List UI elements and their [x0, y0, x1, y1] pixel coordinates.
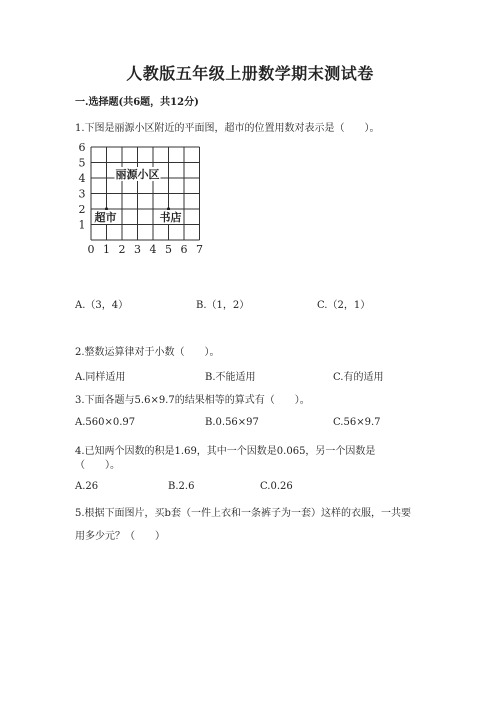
x-tick-label: 7 — [196, 243, 203, 256]
q4-option-a[interactable]: A.26 — [75, 481, 99, 492]
question-5-text-line2: 用多少元？（ ） — [75, 531, 165, 542]
q3-option-b[interactable]: B.0.56×97 — [205, 417, 259, 428]
y-tick-label: 2 — [78, 203, 86, 216]
y-tick-label: 1 — [78, 218, 86, 232]
x-tick-label: 1 — [103, 243, 110, 256]
q2-option-a[interactable]: A.同样适用 — [75, 372, 126, 383]
section-heading: 一.选择题(共6题，共12分) — [75, 97, 199, 108]
page-title: 人教版五年级上册数学期末测试卷 — [126, 64, 374, 83]
question-3-text: 3.下面各题与5.6×9.7的结果相等的算式有（ ）。 — [75, 395, 310, 406]
question-4-text-line2: （ ）。 — [75, 460, 120, 471]
question-4-text-line1: 4.已知两个因数的积是1.69，其中一个因数是0.065，另一个因数是 — [75, 446, 376, 457]
q1-option-a[interactable]: A.（3，4） — [75, 300, 129, 311]
x-tick-label: 0 — [87, 243, 95, 256]
y-tick-label: 3 — [78, 187, 86, 201]
y-tick-label: 5 — [78, 156, 86, 170]
point-label: 书店 — [159, 211, 182, 224]
q1-option-c[interactable]: C.（2，1） — [317, 300, 371, 311]
grid-lines — [91, 147, 200, 240]
question-5-text-line1: 5.根据下面图片，买b套（一件上衣和一条裤子为一套）这样的衣服，一共要 — [75, 508, 411, 519]
q1-option-b[interactable]: B.（1，2） — [196, 300, 250, 311]
q2-option-b[interactable]: B.不能适用 — [205, 372, 256, 383]
point-label: 丽源小区 — [115, 168, 160, 181]
x-tick-label: 2 — [118, 243, 126, 256]
y-tick-label: 6 — [78, 141, 86, 154]
q2-option-c[interactable]: C.有的适用 — [333, 372, 384, 383]
x-tick-label: 6 — [180, 243, 188, 256]
q4-option-b[interactable]: B.2.6 — [168, 481, 195, 492]
coordinate-grid — [60, 141, 220, 268]
point-label: 超市 — [94, 211, 117, 224]
q4-option-c[interactable]: C.0.26 — [260, 481, 293, 492]
question-2-text: 2.整数运算律对于小数（ ）。 — [75, 347, 220, 358]
x-tick-label: 3 — [134, 243, 141, 256]
question-1-text: 1.下图是丽源小区附近的平面图，超市的位置用数对表示是（ ）。 — [75, 123, 380, 134]
x-tick-label: 5 — [165, 243, 172, 256]
q3-option-c[interactable]: C.56×9.7 — [333, 417, 381, 428]
x-tick-label: 4 — [149, 243, 157, 256]
y-tick-label: 4 — [78, 172, 86, 185]
q3-option-a[interactable]: A.560×0.97 — [75, 417, 136, 428]
